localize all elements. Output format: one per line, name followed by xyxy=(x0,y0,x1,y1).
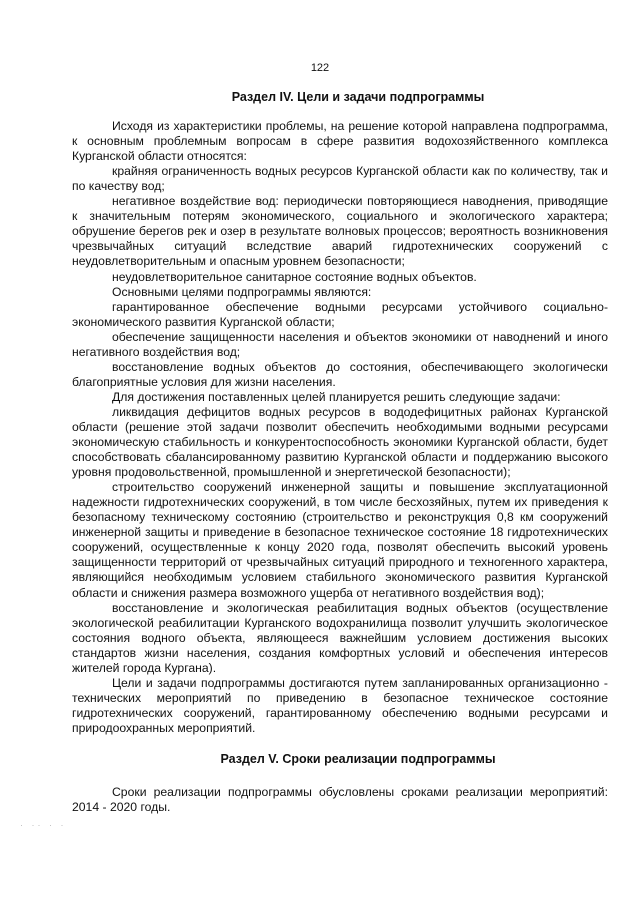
paragraph: негативное воздействие вод: периодически повторяющиеся наводнения, приводящие к значительным потерям экономического, социального и экологического характера; обрушение берегов рек и озер в результате волновых процессов; вероятность возникновения чрезвычайных ситуаций вследствие аварий гидротехнических сооружений с неудовлетворительным и опасным уровнем безопасности; xyxy=(72,194,608,269)
paragraph: неудовлетворительное санитарное состояние водных объектов. xyxy=(112,269,477,284)
paragraph: Исходя из характеристики проблемы, на решение которой направлена подпрограмма, к основным проблемным вопросам в сфере развития водохозяйственного комплекса Курганской области относятся: xyxy=(72,119,608,164)
page-number: 122 xyxy=(310,62,330,74)
paragraph: Цели и задачи подпрограммы достигаются путем запланированных организационно - технических мероприятий по приведению в безопасное техническое состояние гидротехнических сооружений, гарантированному обеспечению водными ресурсами и природоохранных мероприятий. xyxy=(72,675,608,735)
paragraph: Для достижения поставленных целей планируется решить следующие задачи: xyxy=(112,389,561,404)
paragraph: Основными целями подпрограммы являются: xyxy=(112,284,372,299)
section-4-title: Раздел IV. Цели и задачи подпрограммы xyxy=(231,90,485,104)
section-5-title: Раздел V. Сроки реализации подпрограммы xyxy=(220,751,496,766)
scan-noise: · ·· · · xyxy=(20,820,67,830)
paragraph: крайняя ограниченность водных ресурсов Курганской области как по количеству, так и по качеству вод; xyxy=(72,164,608,194)
paragraph: гарантированное обеспечение водными ресурсами устойчивого социально-экономического развития Курганской области; xyxy=(72,299,608,329)
paragraph: строительство сооружений инженерной защиты и повышение эксплуатационной надежности гидротехнических сооружений, в том числе бесхозяйных, путем их приведения к безопасному техническому состоянию (строительство и реконструкция 0,8 км сооружений инженерной защиты и приведение в безопасное техническое состояние 18 гидротехнических сооружений, осуществленные к концу 2020 года, позволят обеспечить высокий уровень защищенности территорий от чрезвычайных ситуаций природного и техногенного характера, являющийся необходимым условием стабильного экономического развития Курганской области и снижения размера возможного ущерба от негативного воздействия вод); xyxy=(72,480,608,600)
section-4-body xyxy=(72,119,608,736)
paragraph: обеспечение защищенности населения и объектов экономики от наводнений и иного негативного воздействия вод; xyxy=(72,329,608,359)
paragraph: восстановление и экологическая реабилитация водных объектов (осуществление экологической реабилитации Курганского водохранилища позволит улучшить экологическое состояния водного объекта, являющееся важнейшим условием достижения высоких стандартов жизни населения, создания комфортных условий и обеспечения интересов жителей города Кургана). xyxy=(72,600,608,675)
section-5-body xyxy=(72,785,608,815)
paragraph: ликвидация дефицитов водных ресурсов в вододефицитных районах Курганской области (решение этой задачи позволит обеспечить необходимыми водными ресурсами экономическую стабильность и конкурентоспособность экономики Курганской области, будет способствовать сбалансированному развитию Курганской области и поддержанию высокого уровня продовольственной, промышленной и энергетической безопасности); xyxy=(72,404,608,480)
paragraph: Сроки реализации подпрограммы обусловлены сроками реализации мероприятий: 2014 - 2020 годы. xyxy=(72,785,608,815)
page-content xyxy=(72,90,608,815)
paragraph: восстановление водных объектов до состояния, обеспечивающего экологически благоприятные условия для жизни населения. xyxy=(72,359,608,389)
